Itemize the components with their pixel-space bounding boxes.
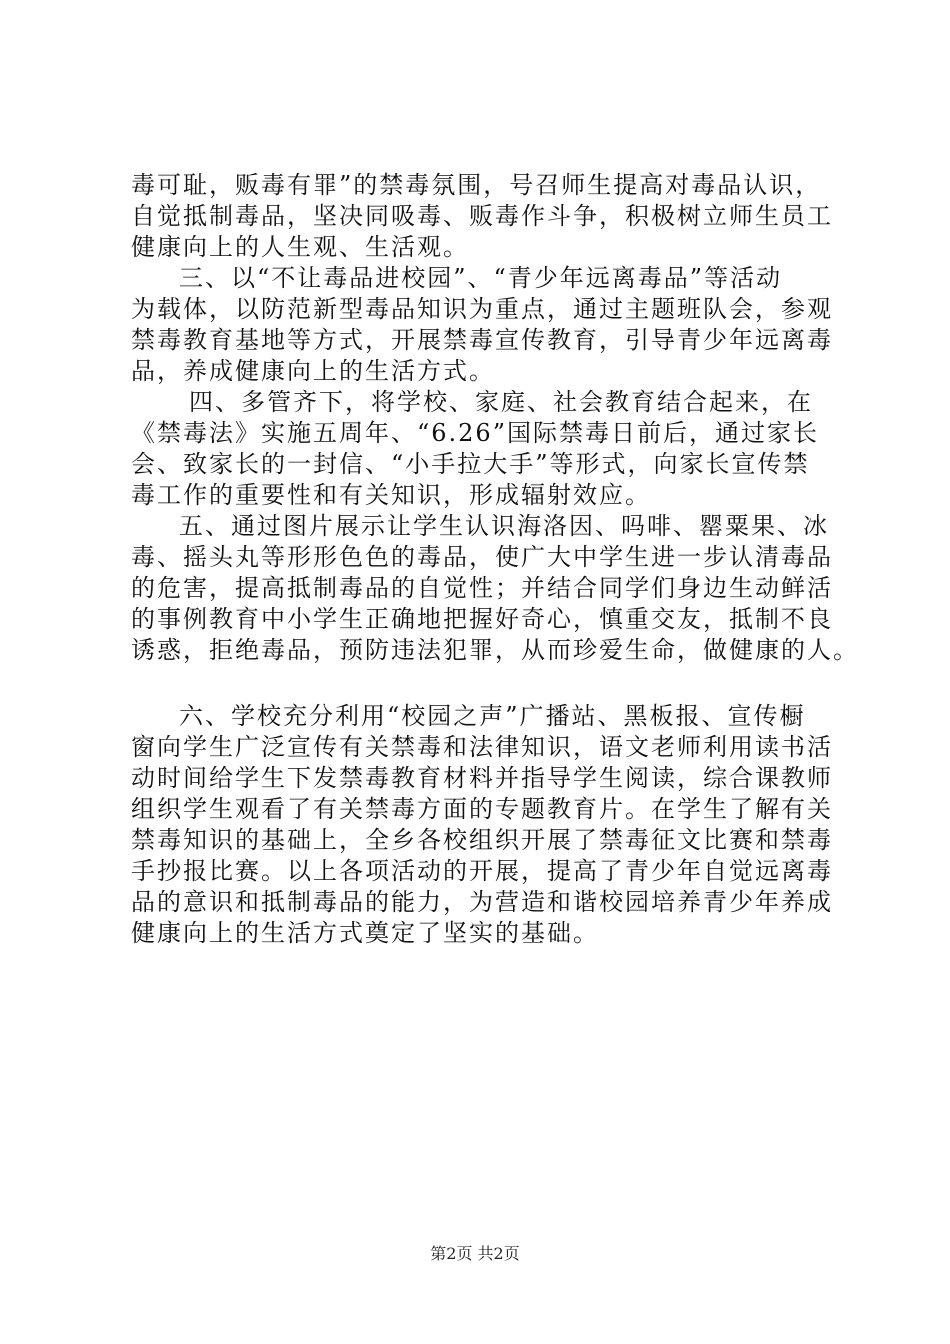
text-line: 的危害，提高抵制毒品的自觉性；并结合同学们身边生动鲜活 xyxy=(131,574,833,602)
text-line: 的事例教育中小学生正确地把握好奇心，慎重交友，抵制不良 xyxy=(131,605,833,633)
paragraph-three xyxy=(131,263,831,387)
text-line: 手抄报比赛。以上各项活动的开展，提高了青少年自觉远离毒 xyxy=(131,857,833,885)
text-line: 健康向上的人生观、生活观。 xyxy=(131,233,469,261)
page-footer: 第2页 共2页 xyxy=(430,1244,520,1263)
text-line: 窗向学生广泛宣传有关禁毒和法律知识，语文老师利用读书活 xyxy=(131,733,833,761)
text-line: 品，养成健康向上的生活方式。 xyxy=(131,357,495,385)
text-line: 禁毒知识的基础上，全乡各校组织开展了禁毒征文比赛和禁毒 xyxy=(131,826,833,854)
text-line: 自觉抵制毒品，坚决同吸毒、贩毒作斗争，积极树立师生员工 xyxy=(131,202,833,230)
text-line: 为载体，以防范新型毒品知识为重点，通过主题班队会，参观 xyxy=(131,295,833,323)
paragraph-continuation xyxy=(131,170,831,263)
text-line: 四、多管齐下，将学校、家庭、社会教育结合起来，在 xyxy=(189,388,813,416)
paragraph-five xyxy=(131,511,859,666)
paragraph-gap xyxy=(131,666,831,701)
text-line: 六、学校充分利用“校园之声”广播站、黑板报、宣传橱 xyxy=(179,702,806,730)
text-line: 禁毒教育基地等方式，开展禁毒宣传教育，引导青少年远离毒 xyxy=(131,326,833,354)
text-line: 组织学生观看了有关禁毒方面的专题教育片。在学生了解有关 xyxy=(131,795,833,823)
text-line: 动时间给学生下发禁毒教育材料并指导学生阅读，综合课教师 xyxy=(131,764,833,792)
text-line: 毒可耻，贩毒有罪”的禁毒氛围，号召师生提高对毒品认识， xyxy=(131,171,822,199)
text-line: 《禁毒法》实施五周年、“6.26”国际禁毒日前后，通过家长 xyxy=(131,419,819,447)
text-line: 五、通过图片展示让学生认识海洛因、吗啡、罂粟果、冰 xyxy=(179,512,829,540)
text-line: 健康向上的生活方式奠定了坚实的基础。 xyxy=(131,919,599,947)
text-line: 会、致家长的一封信、“小手拉大手”等形式，向家长宣传禁 xyxy=(131,450,810,478)
text-line: 毒、摇头丸等形形色色的毒品，使广大中学生进一步认清毒品 xyxy=(131,543,833,571)
text-line: 毒工作的重要性和有关知识，形成辐射效应。 xyxy=(131,481,651,509)
paragraph-four xyxy=(131,387,831,511)
text-line: 品的意识和抵制毒品的能力，为营造和谐校园培养青少年养成 xyxy=(131,888,833,916)
paragraph-six xyxy=(131,701,831,949)
document-body xyxy=(131,170,859,949)
text-line: 三、以“不让毒品进校园”、“青少年远离毒品”等活动 xyxy=(179,264,783,292)
text-line: 诱惑，拒绝毒品，预防违法犯罪，从而珍爱生命，做健康的人。 xyxy=(131,636,859,664)
